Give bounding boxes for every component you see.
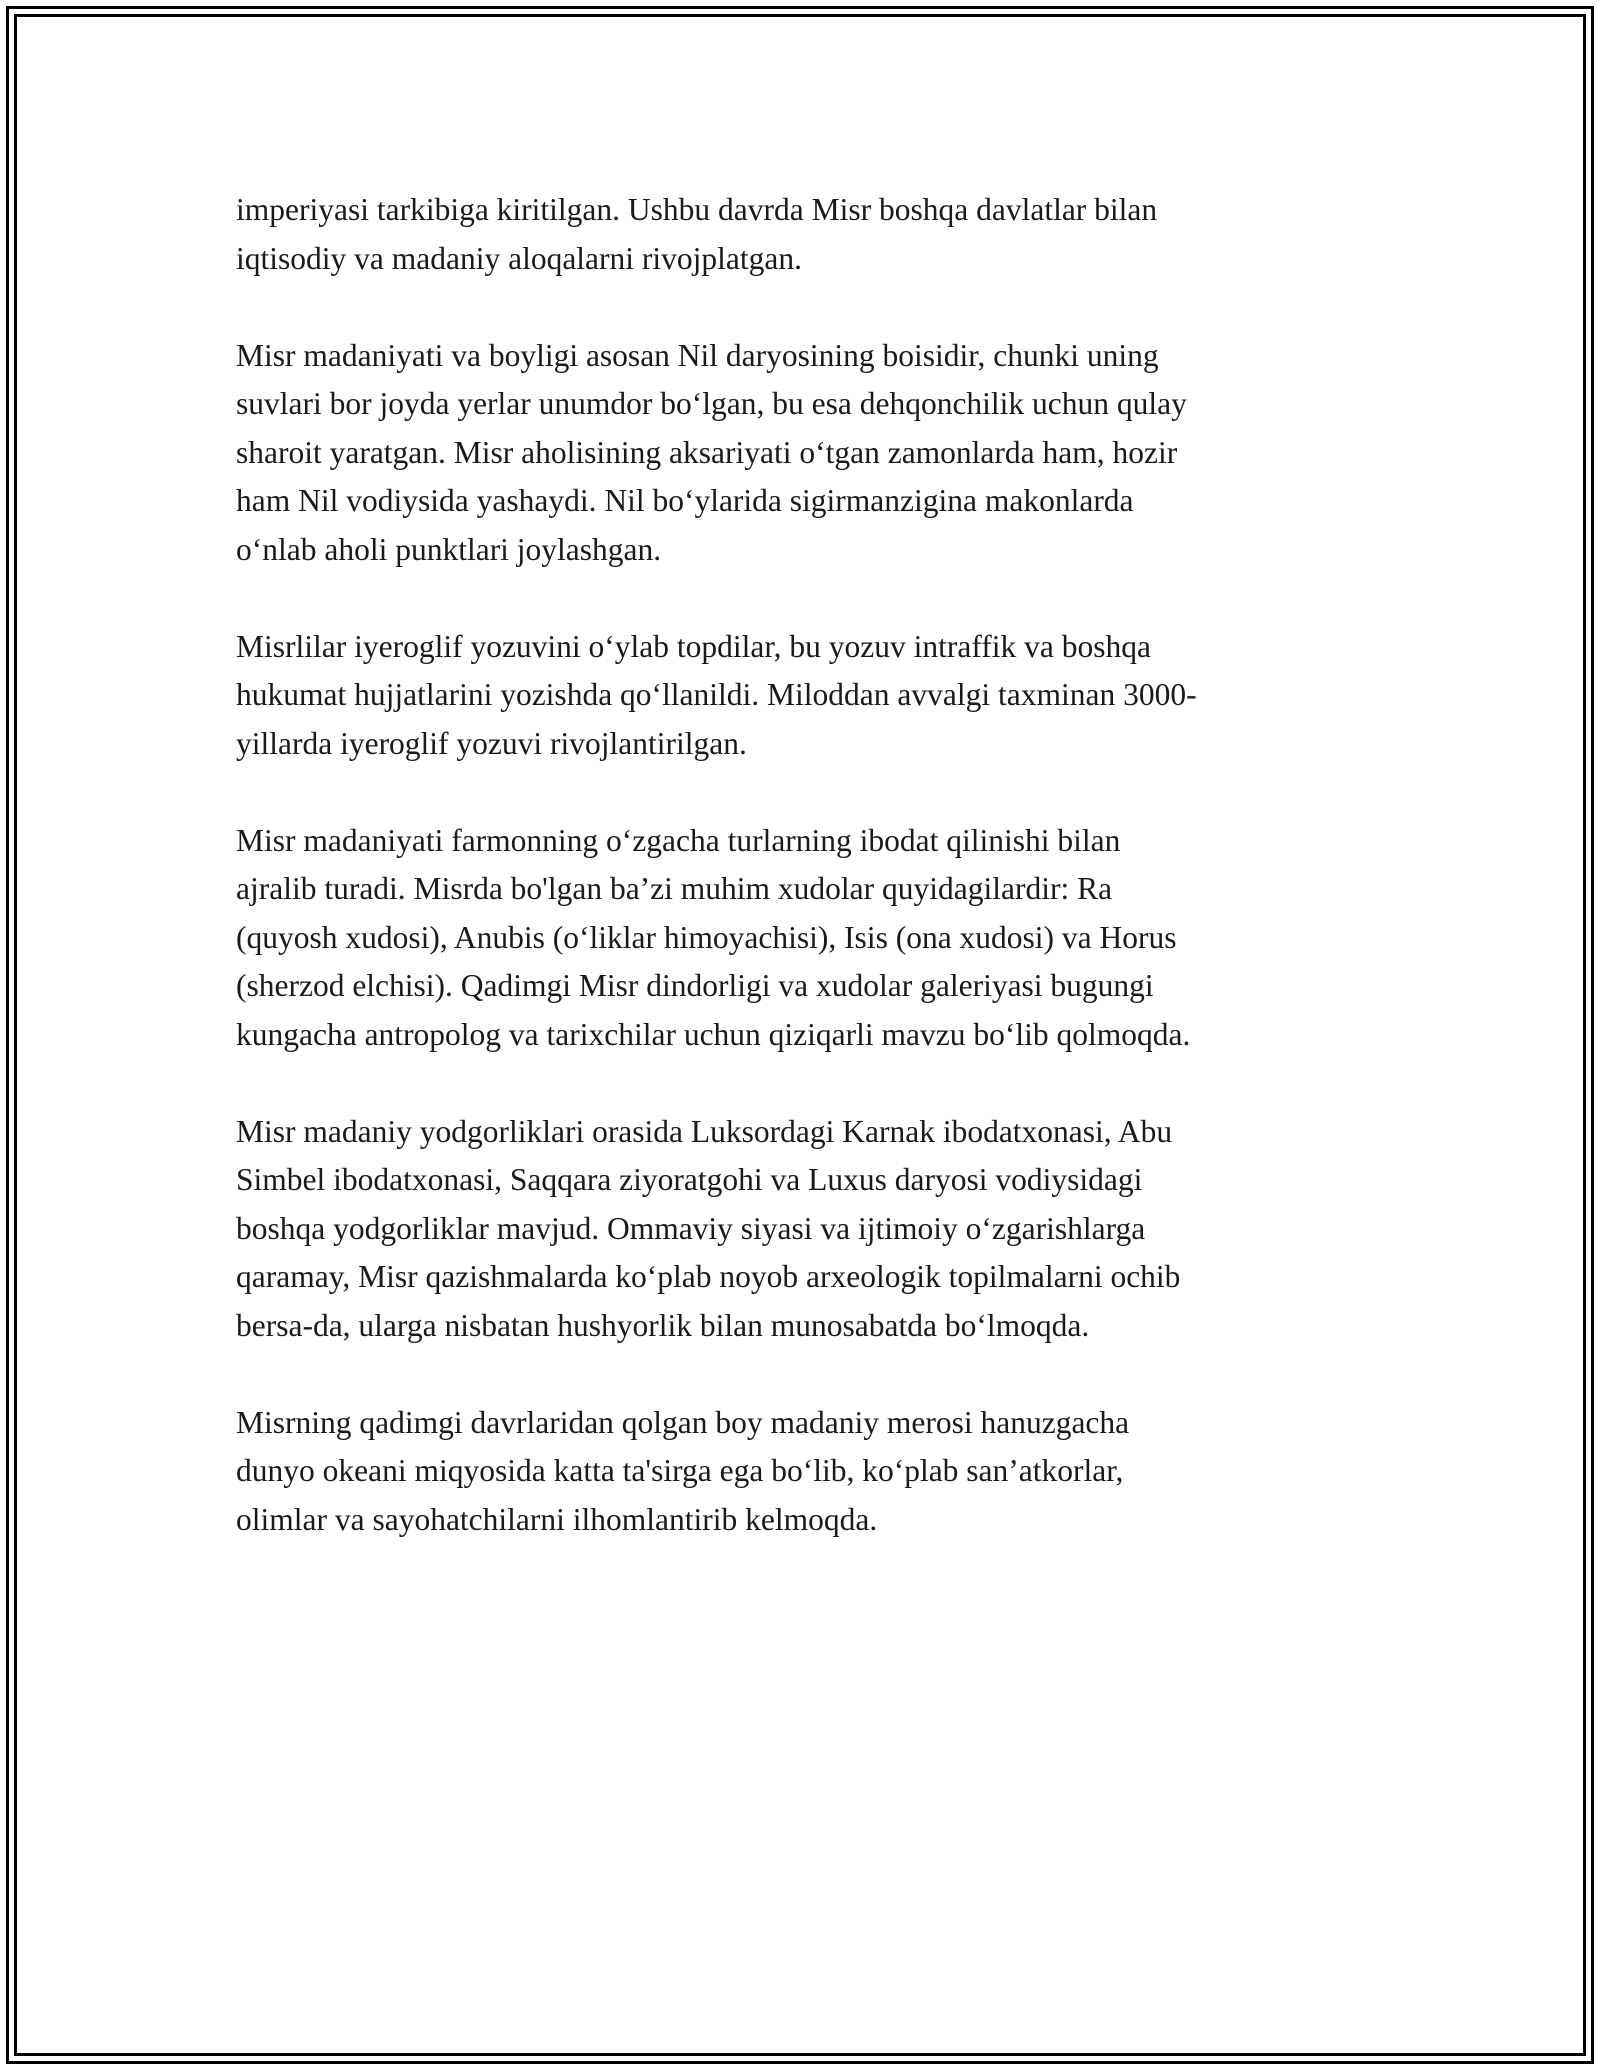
paragraph-3 (236, 623, 1396, 769)
paragraph-line: yillarda iyeroglif yozuvi rivojlantirilgan. (236, 725, 747, 761)
paragraph-4 (236, 817, 1396, 1060)
paragraph-line: Misr madaniy yodgorliklari orasida Luksordagi Karnak ibodatxonasi, Abu (236, 1113, 1173, 1149)
paragraph-line: kungacha antropolog va tarixchilar uchun qiziqarli mavzu bo‘lib qolmoqda. (236, 1016, 1191, 1052)
paragraph-line: bersa-da, ularga nisbatan hushyorlik bilan munosabatda bo‘lmoqda. (236, 1307, 1090, 1343)
paragraph-line: (sherzod elchisi). Qadimgi Misr dindorligi va xudolar galeriyasi bugungi (236, 968, 1154, 1003)
paragraph-line: Misrning qadimgi davrlaridan qolgan boy madaniy merosi hanuzgacha (236, 1404, 1130, 1440)
paragraph-line: qaramay, Misr qazishmalarda ko‘plab noyob arxeologik topilmalarni ochib (236, 1259, 1181, 1294)
paragraph-line: o‘nlab aholi punktlari joylashgan. (236, 531, 662, 567)
paragraph-line: (quyosh xudosi), Anubis (o‘liklar himoyachisi), Isis (ona xudosi) va Horus (236, 919, 1177, 955)
paragraph-line: suvlari bor joyda yerlar unumdor bo‘lgan, bu esa dehqonchilik uchun qulay (236, 386, 1187, 421)
paragraph-line: Misr madaniyati farmonning o‘zgacha turlarning ibodat qilinishi bilan (236, 822, 1121, 858)
paragraph-line: Misr madaniyati va boyligi asosan Nil daryosining boisidir, chunki uning (236, 337, 1159, 373)
paragraph-line: hukumat hujjatlarini yozishda qo‘llanildi. Miloddan avvalgi taxminan 3000- (236, 677, 1197, 712)
paragraph-5 (236, 1108, 1396, 1351)
paragraph-1 (236, 186, 1396, 283)
paragraph-line: olimlar va sayohatchilarni ilhomlantirib kelmoqda. (236, 1501, 878, 1537)
paragraph-line: Misrlilar iyeroglif yozuvini o‘ylab topdilar, bu yozuv intraffik va boshqa (236, 628, 1151, 664)
paragraph-6 (236, 1399, 1396, 1545)
paragraph-line: boshqa yodgorliklar mavjud. Ommaviy siyasi va ijtimoiy o‘zgarishlarga (236, 1210, 1146, 1246)
paragraph-line: ham Nil vodiysida yashaydi. Nil bo‘ylarida sigirmanzigina makonlarda (236, 483, 1134, 518)
paragraph-line: imperiyasi tarkibiga kiritilgan. Ushbu davrda Misr boshqa davlatlar bilan (236, 192, 1158, 227)
paragraph-line: Simbel ibodatxonasi, Saqqara ziyoratgohi va Luxus daryosi vodiysidagi (236, 1162, 1143, 1197)
paragraph-line: dunyo okeani miqyosida katta ta'sirga ega bo‘lib, ko‘plab san’atkorlar, (236, 1453, 1124, 1488)
paragraph-2 (236, 332, 1396, 575)
paragraph-line: iqtisodiy va madaniy aloqalarni rivojplatgan. (236, 240, 802, 276)
paragraph-line: sharoit yaratgan. Misr aholisining aksariyati o‘tgan zamonlarda ham, hozir (236, 434, 1178, 470)
paragraph-line: ajralib turadi. Misrda bo'lgan ba’zi muhim xudolar quyidagilardir: Ra (236, 871, 1113, 906)
document-body (236, 186, 1396, 1593)
